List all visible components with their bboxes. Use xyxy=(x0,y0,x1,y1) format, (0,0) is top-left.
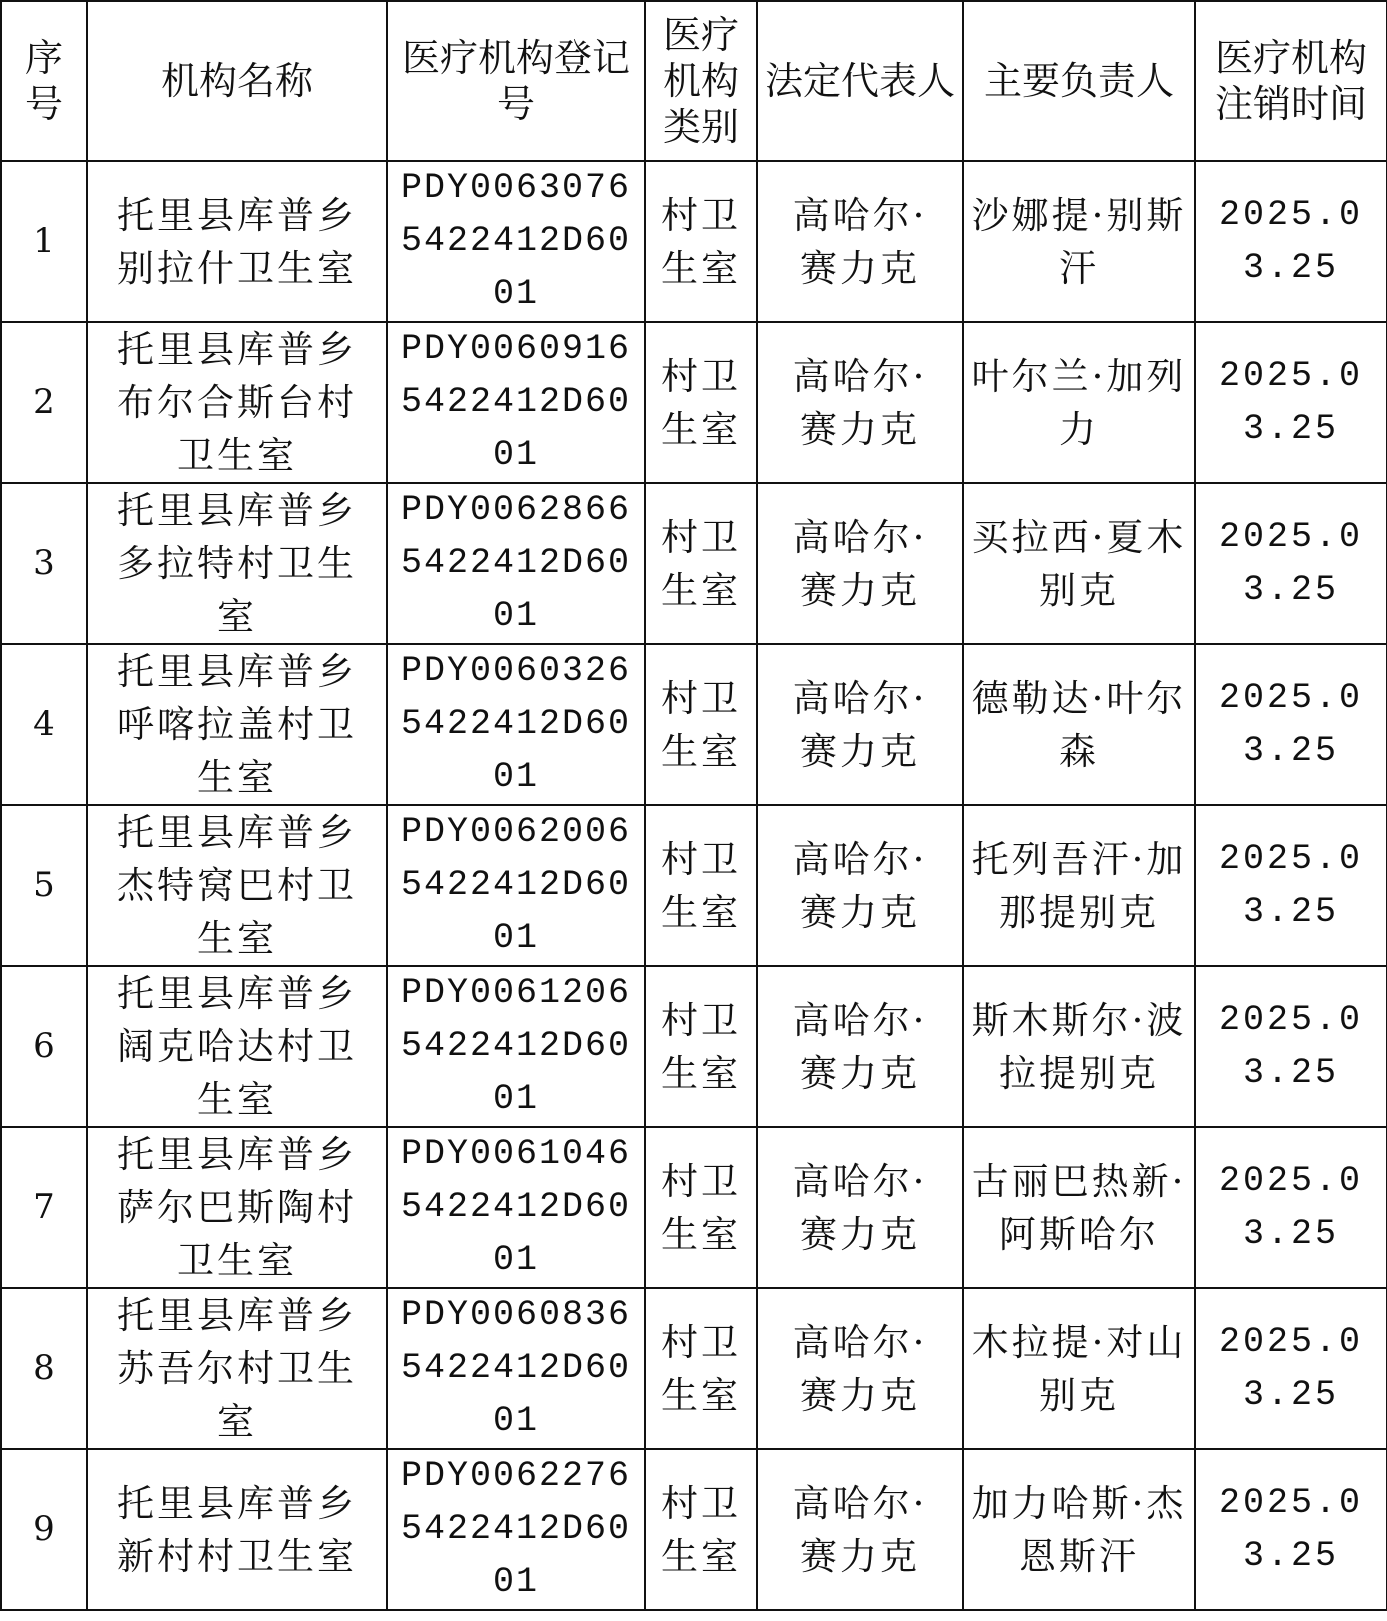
cell-legal-rep xyxy=(757,644,963,805)
cell-category-text: 村卫生室 xyxy=(661,193,741,290)
cell-reg-no xyxy=(387,644,645,805)
cell-cancel-time xyxy=(1195,1127,1387,1288)
header-seq: 序号 xyxy=(1,1,87,161)
cell-legal-rep xyxy=(757,322,963,483)
cell-cancel-time-text: 2025.03.25 xyxy=(1218,999,1364,1093)
cell-legal-rep-text: 高哈尔·赛力克 xyxy=(792,1159,928,1256)
table-row xyxy=(1,805,1387,966)
cell-legal-rep-text: 高哈尔·赛力克 xyxy=(792,1320,928,1417)
cell-name-text: 托里县库普乡多拉特村卫生室 xyxy=(117,489,357,638)
cell-name xyxy=(87,1449,387,1610)
cell-name xyxy=(87,322,387,483)
cell-name xyxy=(87,805,387,966)
cell-reg-no xyxy=(387,1449,645,1610)
cell-category xyxy=(645,805,757,966)
cell-category xyxy=(645,644,757,805)
cell-cancel-time-text: 2025.03.25 xyxy=(1218,677,1364,771)
cell-category-text: 村卫生室 xyxy=(661,998,741,1095)
cell-category-text: 村卫生室 xyxy=(661,515,741,612)
cell-seq-text: 7 xyxy=(33,1187,55,1227)
table-body xyxy=(1,161,1387,1610)
cell-principal-text: 加力哈斯·杰恩斯汗 xyxy=(971,1481,1187,1578)
cell-cancel-time-text: 2025.03.25 xyxy=(1218,1482,1364,1576)
cell-seq-text: 3 xyxy=(33,543,55,583)
cell-name-text: 托里县库普乡苏吾尔村卫生室 xyxy=(117,1294,357,1443)
cell-reg-no xyxy=(387,161,645,322)
cell-legal-rep xyxy=(757,1127,963,1288)
cell-name xyxy=(87,644,387,805)
cell-legal-rep xyxy=(757,483,963,644)
cell-legal-rep-text: 高哈尔·赛力克 xyxy=(792,354,928,451)
cell-name xyxy=(87,1127,387,1288)
cell-category xyxy=(645,161,757,322)
cell-reg-no-text: PDY00620065422412D6001 xyxy=(400,812,632,958)
cell-reg-no-text: PDY00610465422412D6001 xyxy=(400,1134,632,1280)
cell-category xyxy=(645,1288,757,1449)
table-header xyxy=(1,1,1387,161)
cell-reg-no-text: PDY00608365422412D6001 xyxy=(400,1295,632,1441)
cell-reg-no xyxy=(387,1127,645,1288)
table-row xyxy=(1,966,1387,1127)
cell-principal xyxy=(963,966,1195,1127)
cell-seq xyxy=(1,161,87,322)
cell-category-text: 村卫生室 xyxy=(661,1159,741,1256)
cell-legal-rep xyxy=(757,161,963,322)
cell-name-text: 托里县库普乡呼喀拉盖村卫生室 xyxy=(117,650,357,799)
cell-cancel-time-text: 2025.03.25 xyxy=(1218,355,1364,449)
table-row xyxy=(1,483,1387,644)
cell-category xyxy=(645,1449,757,1610)
cell-legal-rep xyxy=(757,966,963,1127)
cell-category-text: 村卫生室 xyxy=(661,354,741,451)
cell-principal xyxy=(963,1449,1195,1610)
cell-seq xyxy=(1,966,87,1127)
cell-legal-rep xyxy=(757,1449,963,1610)
cell-cancel-time xyxy=(1195,805,1387,966)
cell-name-text: 托里县库普乡别拉什卫生室 xyxy=(117,193,357,290)
cell-category-text: 村卫生室 xyxy=(661,837,741,934)
cell-seq-text: 8 xyxy=(33,1348,55,1388)
cell-category xyxy=(645,483,757,644)
cell-category-text: 村卫生室 xyxy=(661,1481,741,1578)
cell-category-text: 村卫生室 xyxy=(661,676,741,773)
cell-legal-rep-text: 高哈尔·赛力克 xyxy=(792,1481,928,1578)
cell-cancel-time xyxy=(1195,1288,1387,1449)
table-row xyxy=(1,1288,1387,1449)
cell-principal-text: 木拉提·对山别克 xyxy=(971,1320,1187,1417)
cell-seq xyxy=(1,483,87,644)
table-row xyxy=(1,1127,1387,1288)
cell-cancel-time xyxy=(1195,644,1387,805)
cell-name xyxy=(87,1288,387,1449)
cell-name-text: 托里县库普乡萨尔巴斯陶村卫生室 xyxy=(117,1133,357,1282)
cell-principal-text: 买拉西·夏木别克 xyxy=(971,515,1187,612)
cell-name-text: 托里县库普乡布尔合斯台村卫生室 xyxy=(117,328,357,477)
header-category: 医疗机构类别 xyxy=(645,1,757,161)
cell-legal-rep-text: 高哈尔·赛力克 xyxy=(792,998,928,1095)
cell-reg-no-text: PDY00622765422412D6001 xyxy=(400,1456,632,1602)
cell-reg-no xyxy=(387,805,645,966)
cell-cancel-time xyxy=(1195,483,1387,644)
cell-cancel-time xyxy=(1195,966,1387,1127)
cell-principal xyxy=(963,483,1195,644)
cell-reg-no-text: PDY00630765422412D6001 xyxy=(400,168,632,314)
header-cancel-time: 医疗机构注销时间 xyxy=(1195,1,1387,161)
cell-cancel-time xyxy=(1195,1449,1387,1610)
cell-reg-no-text: PDY00609165422412D6001 xyxy=(400,329,632,475)
cell-legal-rep-text: 高哈尔·赛力克 xyxy=(792,837,928,934)
cell-principal xyxy=(963,644,1195,805)
cell-principal xyxy=(963,805,1195,966)
cell-seq-text: 9 xyxy=(33,1509,55,1549)
cell-legal-rep xyxy=(757,1288,963,1449)
cell-seq-text: 2 xyxy=(33,382,55,422)
cell-principal-text: 沙娜提·别斯汗 xyxy=(971,193,1187,290)
cell-category xyxy=(645,322,757,483)
header-reg-no: 医疗机构登记号 xyxy=(387,1,645,161)
cell-seq xyxy=(1,322,87,483)
cell-seq xyxy=(1,1449,87,1610)
table-row xyxy=(1,322,1387,483)
cell-seq xyxy=(1,644,87,805)
cell-cancel-time-text: 2025.03.25 xyxy=(1218,194,1364,288)
cell-legal-rep-text: 高哈尔·赛力克 xyxy=(792,193,928,290)
cell-cancel-time xyxy=(1195,161,1387,322)
cell-legal-rep-text: 高哈尔·赛力克 xyxy=(792,676,928,773)
cell-principal-text: 托列吾汗·加那提别克 xyxy=(971,837,1187,934)
cell-cancel-time-text: 2025.03.25 xyxy=(1218,1160,1364,1254)
cell-principal xyxy=(963,322,1195,483)
cell-reg-no xyxy=(387,1288,645,1449)
cell-category xyxy=(645,1127,757,1288)
cell-category xyxy=(645,966,757,1127)
cell-principal-text: 叶尔兰·加列力 xyxy=(971,354,1187,451)
cell-reg-no-text: PDY00603265422412D6001 xyxy=(400,651,632,797)
cell-name-text: 托里县库普乡阔克哈达村卫生室 xyxy=(117,972,357,1121)
cell-legal-rep-text: 高哈尔·赛力克 xyxy=(792,515,928,612)
cell-principal xyxy=(963,1127,1195,1288)
cell-seq xyxy=(1,1127,87,1288)
cell-reg-no xyxy=(387,322,645,483)
cell-seq-text: 4 xyxy=(33,704,55,744)
cell-name-text: 托里县库普乡新村村卫生室 xyxy=(117,1481,357,1578)
cell-cancel-time-text: 2025.03.25 xyxy=(1218,838,1364,932)
cell-name xyxy=(87,161,387,322)
cell-cancel-time xyxy=(1195,322,1387,483)
cell-category-text: 村卫生室 xyxy=(661,1320,741,1417)
cell-name-text: 托里县库普乡杰特窝巴村卫生室 xyxy=(117,811,357,960)
cell-cancel-time-text: 2025.03.25 xyxy=(1218,516,1364,610)
cell-principal-text: 古丽巴热新·阿斯哈尔 xyxy=(971,1159,1187,1256)
cell-seq xyxy=(1,805,87,966)
cell-name xyxy=(87,966,387,1127)
cell-reg-no xyxy=(387,966,645,1127)
cell-reg-no xyxy=(387,483,645,644)
header-name: 机构名称 xyxy=(87,1,387,161)
cell-principal xyxy=(963,1288,1195,1449)
cell-legal-rep xyxy=(757,805,963,966)
cell-principal-text: 斯木斯尔·波拉提别克 xyxy=(971,998,1187,1095)
header-legal-rep: 法定代表人 xyxy=(757,1,963,161)
table-row xyxy=(1,161,1387,322)
cell-principal-text: 德勒达·叶尔森 xyxy=(971,676,1187,773)
table-row xyxy=(1,1449,1387,1610)
cell-principal xyxy=(963,161,1195,322)
cell-cancel-time-text: 2025.03.25 xyxy=(1218,1321,1364,1415)
cell-seq xyxy=(1,1288,87,1449)
cell-seq-text: 1 xyxy=(33,221,55,261)
table-row xyxy=(1,644,1387,805)
cell-reg-no-text: PDY00628665422412D6001 xyxy=(400,490,632,636)
cell-reg-no-text: PDY00612065422412D6001 xyxy=(400,973,632,1119)
header-row xyxy=(1,1,1387,161)
header-principal: 主要负责人 xyxy=(963,1,1195,161)
cell-seq-text: 6 xyxy=(33,1026,55,1066)
cell-seq-text: 5 xyxy=(33,865,55,905)
cell-name xyxy=(87,483,387,644)
